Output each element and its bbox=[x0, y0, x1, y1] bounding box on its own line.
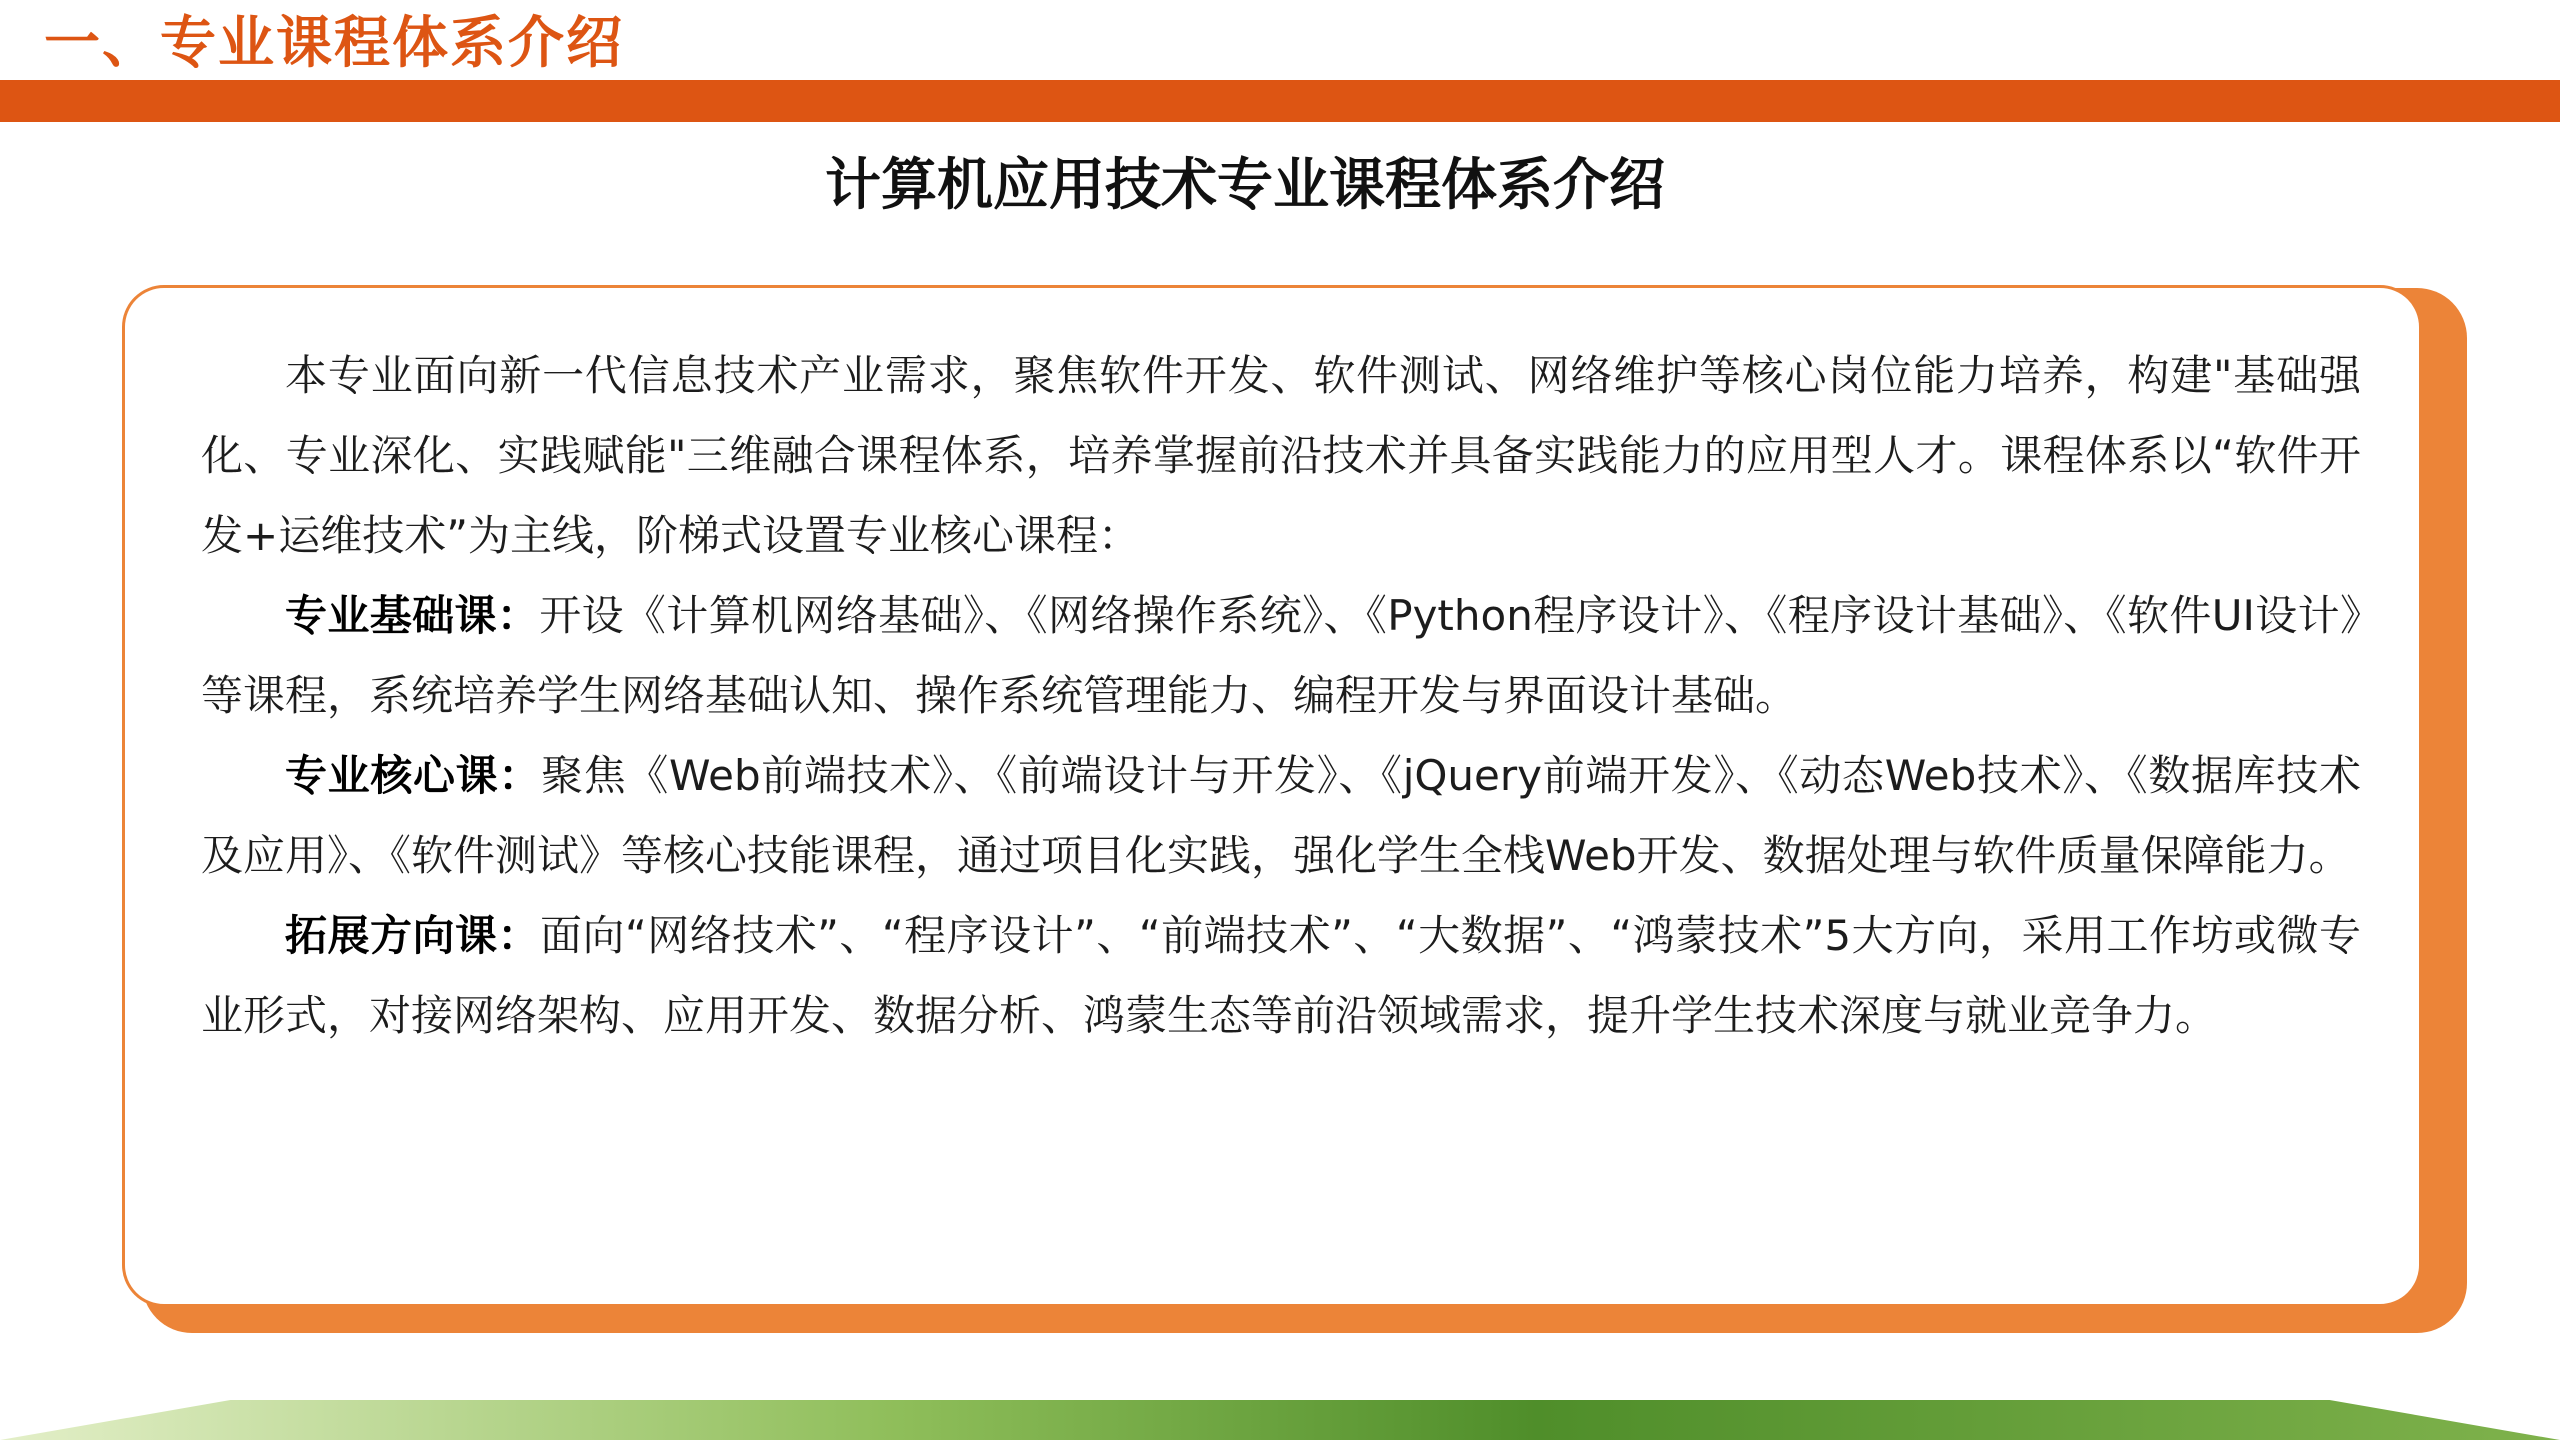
core-courses-paragraph bbox=[201, 736, 2361, 896]
core-courses-text: 聚焦《Web前端技术》、《前端设计与开发》、《jQuery前端开发》、《动态Web技术》、《数据库技术及应用》、《软件测试》等核心技能课程，通过项目化实践，强化学生全栈Web开发、数据处理与软件质量保障能力。 bbox=[201, 751, 2361, 880]
core-courses-label: 专业核心课： bbox=[285, 751, 542, 800]
basic-courses-paragraph bbox=[201, 576, 2361, 736]
intro-text: 本专业面向新一代信息技术产业需求，聚焦软件开发、软件测试、网络维护等核心岗位能力培养，构建"基础强化、专业深化、实践赋能"三维融合课程体系，培养掌握前沿技术并具备实践能力的应用型人才。课程体系以“软件开发+运维技术”为主线，阶梯式设置专业核心课程： bbox=[201, 351, 2361, 560]
extension-courses-text: 面向“网络技术”、“程序设计”、“前端技术”、“大数据”、“鸿蒙技术”5大方向，采用工作坊或微专业形式，对接网络架构、应用开发、数据分析、鸿蒙生态等前沿领域需求，提升学生技术深度与就业竞争力。 bbox=[201, 911, 2361, 1040]
header-band bbox=[0, 80, 2560, 122]
section-heading: 一、专业课程体系介绍 bbox=[44, 11, 624, 76]
content-card bbox=[122, 285, 2422, 1307]
card-body bbox=[201, 336, 2361, 1056]
footer-green-strip bbox=[0, 1400, 2560, 1440]
basic-courses-label: 专业基础课： bbox=[285, 591, 540, 640]
basic-courses-text: 开设《计算机网络基础》、《网络操作系统》、《Python程序设计》、《程序设计基础》、《软件UI设计》等课程，系统培养学生网络基础认知、操作系统管理能力、编程开发与界面设计基础。 bbox=[201, 591, 2361, 720]
intro-paragraph bbox=[201, 336, 2361, 576]
extension-courses-label: 拓展方向课： bbox=[285, 911, 540, 960]
slide-title: 计算机应用技术专业课程体系介绍 bbox=[825, 153, 1665, 218]
extension-courses-paragraph bbox=[201, 896, 2361, 1056]
